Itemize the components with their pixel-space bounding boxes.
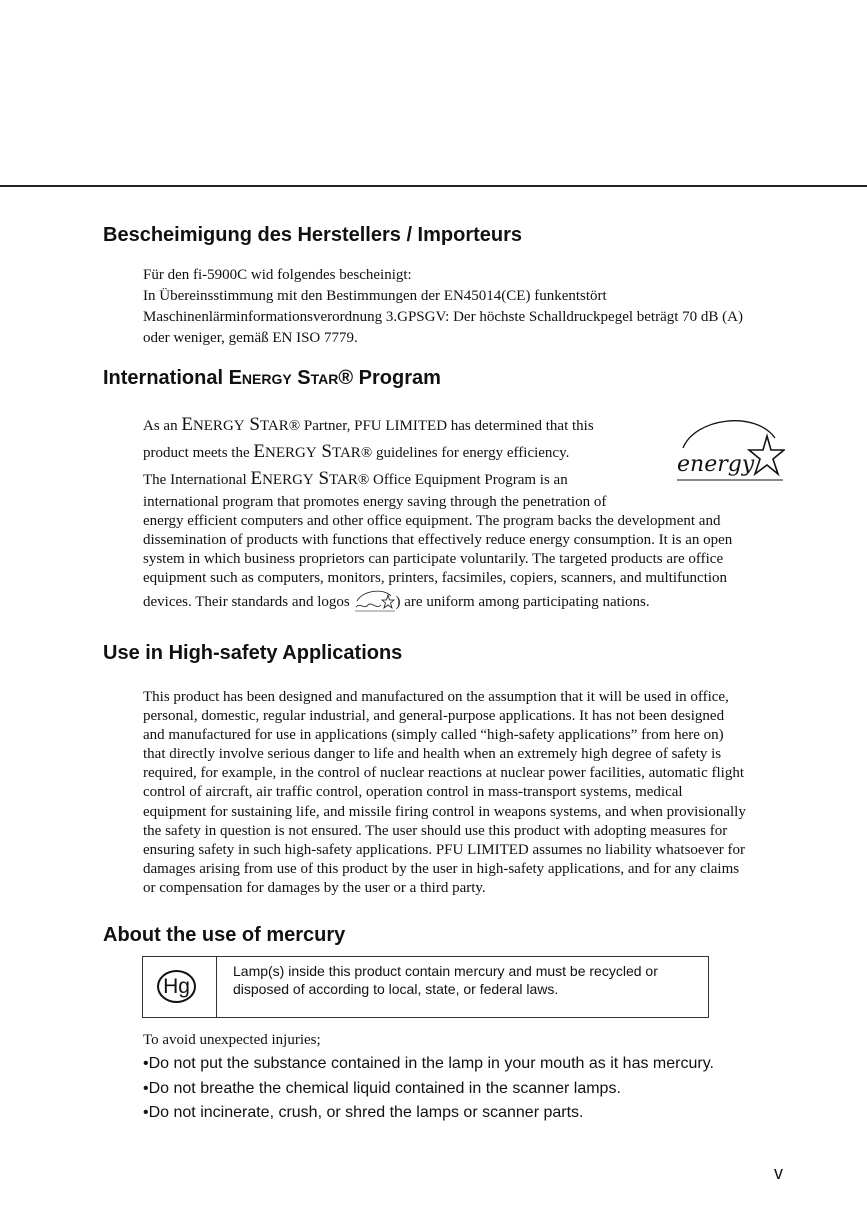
- mercury-bullet: •Do not breathe the chemical liquid contained in the scanner lamps.: [143, 1080, 621, 1097]
- heading-high-safety: Use in High-safety Applications: [103, 642, 403, 664]
- energy-line: [143, 466, 785, 493]
- mercury-intro: To avoid unexpected injuries;: [143, 1032, 321, 1048]
- energy-star-small-logo: [354, 588, 396, 612]
- heading-bescheinigung: Bescheimigung des Herstellers / Importeurs: [103, 224, 523, 246]
- txt: S: [316, 441, 332, 462]
- high-safety-line: the safety in question is not ensured. The user should use this product with adopting measures for: [143, 822, 728, 839]
- txt: As an: [143, 418, 182, 434]
- high-safety-line: control of aircraft, air traffic control, operation control in mass-transport systems, medical: [143, 784, 683, 801]
- mercury-bullet: •Do not incinerate, crush, or shred the lamps or scanner parts.: [143, 1104, 584, 1121]
- bescheinigung-line: oder weniger, gemäß EN ISO 7779.: [143, 330, 358, 346]
- bescheinigung-line: Für den fi-5900C wid folgendes bescheinigt:: [143, 267, 412, 283]
- high-safety-line: personal, domestic, regular industrial, and general-purpose applications. It has not been designed: [143, 708, 725, 725]
- txt: S: [244, 414, 260, 435]
- txt: ) are uniform among participating nations.: [395, 594, 650, 611]
- heading-part: S: [291, 367, 311, 389]
- high-safety-line: ensuring safety in such high-safety applications. PFU LIMITED assumes no liability whatsoever for: [143, 841, 745, 858]
- high-safety-text: [143, 688, 785, 898]
- txt: TAR: [332, 445, 361, 461]
- mercury-notice-box: [142, 956, 709, 1018]
- energy-line: [143, 412, 785, 439]
- energy-line: [143, 588, 785, 612]
- energy-line: energy efficient computers and other office equipment. The program backs the development and: [143, 513, 721, 530]
- mercury-symbol-cell: [143, 957, 217, 1017]
- energy-line: [143, 439, 785, 466]
- txt: E: [250, 468, 263, 489]
- heading-part: International E: [103, 367, 242, 389]
- txt: NERGY: [265, 445, 317, 461]
- txt: product meets the: [143, 445, 254, 461]
- mercury-notice-line: Lamp(s) inside this product contain mercury and must be recycled or: [233, 963, 658, 979]
- heading-part: TAR: [310, 371, 339, 387]
- txt: TAR: [329, 472, 358, 488]
- txt: devices. Their standards and logos: [143, 594, 350, 611]
- txt: S: [313, 468, 330, 489]
- energy-star-text: [143, 412, 785, 613]
- high-safety-line: or compensation for damages by the user or a third party.: [143, 879, 486, 896]
- high-safety-line: damages arising from use of this product by the user in high-safety applications, and for any claims: [143, 860, 740, 877]
- logo-text: energy: [677, 452, 755, 477]
- high-safety-line: and manufactured for use in applications (simply called “high-safety applications” from here on): [143, 727, 724, 744]
- txt: ® Partner, PFU LIMITED has determined that this: [288, 418, 594, 434]
- heading-part: ® Program: [338, 367, 441, 389]
- mercury-notice-line: disposed of according to local, state, or federal laws.: [233, 981, 559, 997]
- txt: NERGY: [192, 418, 245, 434]
- mercury-hg-icon: Hg: [157, 970, 196, 1003]
- bescheinigung-line: Maschinenlärminformationsverordnung 3.GPSGV: Der höchste Schalldruckpegel beträgt 70 dB (A): [143, 309, 743, 325]
- txt: E: [181, 414, 193, 435]
- header-rule: [0, 185, 867, 187]
- bescheinigung-text: [143, 265, 785, 349]
- heading-energy-star: [103, 366, 441, 391]
- high-safety-line: equipment for sustaining life, and missile firing control in weapons systems, and when provisionally: [143, 803, 746, 820]
- bescheinigung-line: In Übereinsstimmung mit den Bestimmungen der EN45014(CE) funkentstört: [143, 288, 607, 304]
- txt: The International: [143, 472, 251, 488]
- mercury-notice-text: [233, 962, 703, 998]
- txt: ® guidelines for energy efficiency.: [360, 445, 570, 461]
- txt: E: [253, 441, 265, 462]
- high-safety-line: required, for example, in the control of nuclear reactions at nuclear power facilities, automatic flight: [143, 765, 745, 782]
- mercury-bullet: •Do not put the substance contained in the lamp in your mouth as it has mercury.: [143, 1055, 714, 1072]
- energy-line: international program that promotes energy saving through the penetration of: [143, 494, 607, 510]
- txt: NERGY: [262, 472, 314, 488]
- heading-part: NERGY: [241, 371, 292, 387]
- heading-mercury: About the use of mercury: [103, 924, 346, 946]
- high-safety-line: that directly involve serious danger to life and health when an extremely high degree of safety is: [143, 746, 722, 763]
- page-number: v: [774, 1163, 783, 1183]
- energy-line: system in which business proprietors can participate voluntarily. The targeted products are office: [143, 551, 724, 568]
- txt: ® Office Equipment Program is an: [357, 472, 568, 488]
- txt: TAR: [259, 418, 289, 434]
- energy-line: dissemination of products with functions that effectively reduce energy consumption. It is an open: [143, 532, 733, 549]
- high-safety-line: This product has been designed and manufactured on the assumption that it will be used in office,: [143, 689, 729, 705]
- energy-line: equipment such as computers, monitors, printers, facsimiles, copiers, scanners, and multifunction: [143, 570, 728, 587]
